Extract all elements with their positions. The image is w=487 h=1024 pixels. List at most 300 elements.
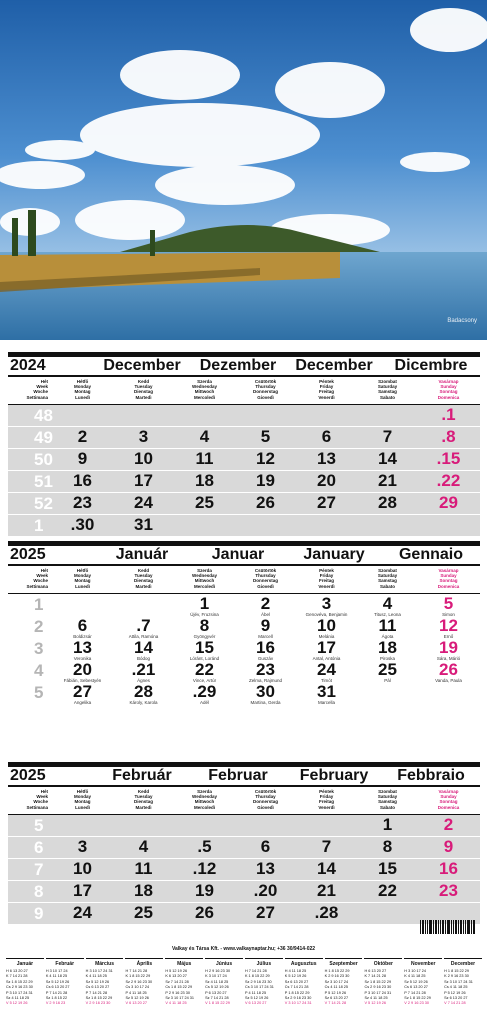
mini-month-line: H 3 10 17 24 (45, 969, 68, 973)
day-cell (174, 594, 235, 616)
day-cell (235, 427, 296, 449)
day-number: 6 (260, 836, 271, 856)
day-number: 18 (195, 470, 214, 490)
mini-month (404, 958, 442, 1007)
day-number: 16 (73, 470, 92, 490)
week-number: 49 (34, 427, 53, 447)
weekday-column-header (113, 377, 174, 404)
day-cell (357, 837, 418, 859)
mini-month-line: Sz 2 9 16 23 30 (125, 979, 153, 984)
name-day: Martina, Gerda (250, 699, 281, 705)
mini-month (325, 958, 363, 1007)
day-cell (418, 405, 479, 427)
mini-month-title: Október (373, 961, 393, 967)
mini-month-line: Sz 1 8 15 22 29 (6, 979, 33, 984)
weekday-column-header (113, 787, 174, 814)
weekday-column-header (52, 377, 113, 404)
week-row (8, 493, 480, 515)
weekday-label: Sabato (379, 394, 395, 400)
day-number: 10 (73, 858, 92, 878)
weekday-label: Vasárnap (438, 379, 459, 384)
week-label: Week (36, 794, 48, 800)
mini-month-title: Június (215, 961, 233, 967)
week-label: Hét (40, 568, 48, 573)
weekday-label: Samstag (378, 799, 397, 805)
weekday-column-header (296, 566, 357, 593)
mini-month-line: Sz 6 13 20 27 (444, 996, 468, 1001)
day-number: 20 (73, 659, 92, 679)
mini-month-line: P 6 13 20 27 (205, 990, 227, 995)
weekday-label: Friday (319, 573, 334, 579)
weekday-label: Szombat (378, 789, 397, 794)
week-label: Settimana (26, 804, 48, 810)
weekday-label: Domenica (437, 804, 460, 810)
weekday-label: Donnerstag (252, 578, 278, 584)
day-number: .7 (136, 615, 151, 635)
day-cell (174, 405, 235, 427)
day-number: 2 (443, 814, 454, 834)
week-number: 5 (34, 815, 44, 835)
weekday-label: Dienstag (133, 389, 153, 395)
week-column-header (8, 377, 52, 404)
day-number: 24 (73, 902, 92, 922)
mini-month-line: H 7 14 21 28 (125, 969, 148, 973)
day-number: 26 (195, 902, 214, 922)
day-number: 17 (134, 470, 153, 490)
mini-month-line: Cs 6 13 20 27 (45, 985, 70, 990)
day-cell (52, 471, 113, 493)
weekday-label: Hétfő (76, 568, 89, 573)
weekday-label: Wednesday (192, 573, 217, 579)
weekday-label: Freitag (318, 799, 334, 805)
mini-month-title: Július (256, 961, 272, 967)
weekday-column-header (296, 787, 357, 814)
weekday-label: Sabato (379, 804, 395, 810)
weekday-column-header (113, 566, 174, 593)
mini-month-line: K 1 8 15 22 29 (244, 974, 270, 979)
day-number: 30 (256, 681, 275, 701)
day-number: 26 (256, 492, 275, 512)
week-number: 3 (34, 638, 44, 658)
week-row (8, 660, 480, 682)
weekday-label: Vasárnap (438, 568, 459, 573)
mini-month-line: V 2 9 16 23 30 (85, 1001, 111, 1006)
week-label: Hét (40, 379, 48, 384)
day-cell (418, 594, 479, 616)
mini-month-line: V 5 12 19 26 (364, 1001, 386, 1006)
weekday-column-header (418, 787, 479, 814)
weekday-label: Domenica (437, 394, 460, 400)
week-number: 48 (34, 405, 53, 425)
weekday-label: Mittwoch (194, 389, 215, 395)
month-name-de: Januar (211, 546, 265, 563)
day-cell (296, 638, 357, 660)
mini-month-line: V 1 8 15 22 29 (205, 1001, 230, 1006)
mini-month-line: P 4 11 18 25 (125, 990, 147, 995)
day-number: 19 (256, 470, 275, 490)
weekday-column-header (357, 566, 418, 593)
day-cell (113, 471, 174, 493)
day-number: 11 (378, 615, 397, 635)
week-number: 4 (34, 660, 44, 680)
weekday-label: Samstag (378, 389, 397, 395)
month-header (8, 767, 480, 787)
mini-month-line: V 6 13 20 27 (244, 1001, 267, 1006)
weekday-label: Kedd (137, 568, 150, 573)
weekday-label: Szombat (378, 568, 397, 573)
day-cell (174, 815, 235, 837)
week-label: Hét (40, 789, 48, 794)
mini-month-line: V 7 14 21 28 (324, 1001, 347, 1006)
week-rows (8, 815, 480, 925)
day-number: 1 (199, 593, 210, 613)
mini-month-line: K 2 9 16 23 30 (444, 974, 469, 979)
weekday-label: Saturday (377, 573, 398, 579)
day-number: 3 (77, 836, 88, 856)
day-cell (52, 427, 113, 449)
weekday-column-header (174, 787, 235, 814)
weekday-label: Sunday (440, 794, 457, 800)
day-number: 19 (439, 637, 458, 657)
mini-month-line: P 5 12 19 26 (444, 990, 466, 995)
mini-month-line: V 6 13 20 27 (125, 1001, 148, 1006)
weekday-label: Tuesday (134, 794, 153, 800)
weekday-label: Montag (74, 799, 91, 805)
weekday-label: Szombat (378, 379, 397, 384)
day-cell (235, 881, 296, 903)
weekday-label: Mittwoch (194, 578, 215, 584)
day-cell (235, 449, 296, 471)
month-name-hu: Január (115, 546, 169, 563)
weekday-label: Sonntag (439, 389, 458, 395)
day-number: 10 (317, 615, 336, 635)
weekday-label: Szerda (197, 379, 212, 384)
day-number: 31 (134, 514, 153, 534)
day-cell (296, 682, 357, 704)
day-number: 8 (382, 836, 393, 856)
mini-year-calendar (6, 958, 482, 1007)
day-cell (357, 471, 418, 493)
mini-month-line: Cs 3 10 17 24 (125, 985, 150, 990)
mini-month-line: H 5 12 19 26 (165, 969, 188, 973)
name-day: Marcella (317, 699, 335, 705)
day-number: 7 (321, 836, 332, 856)
day-number: .28 (314, 902, 339, 922)
day-cell (418, 815, 479, 837)
day-number: 25 (195, 492, 214, 512)
name-day: Angelika (73, 699, 92, 705)
mini-month-line: K 2 9 16 23 30 (324, 974, 350, 979)
day-cell (357, 903, 418, 925)
day-cell (296, 594, 357, 616)
mini-month-title: November (410, 961, 436, 967)
day-cell (235, 493, 296, 515)
mini-month-line: Sz 1 8 15 22 (45, 996, 68, 1001)
weekday-column-header (235, 377, 296, 404)
mini-month (444, 958, 482, 1007)
weekday-label: Sunday (440, 573, 457, 579)
name-day: Gyöngyvér (193, 633, 216, 639)
day-cell (296, 405, 357, 427)
mini-month (46, 958, 84, 1007)
weekday-column-header (357, 787, 418, 814)
name-day: Genovéva, Benjamin (305, 611, 348, 617)
day-number: 24 (134, 492, 153, 512)
day-cell (357, 449, 418, 471)
barcode (420, 920, 476, 938)
week-row (8, 881, 480, 903)
week-number: 7 (34, 859, 44, 879)
week-label: Woche (33, 578, 48, 584)
name-day: Bódog (136, 655, 150, 661)
mini-month-line: K 7 14 21 28 (6, 974, 28, 979)
day-cell (357, 815, 418, 837)
day-cell (357, 515, 418, 537)
week-label: Settimana (26, 394, 48, 400)
week-number: 51 (34, 471, 53, 491)
day-cell (357, 638, 418, 660)
day-number: 27 (317, 492, 336, 512)
weekday-label: Szerda (197, 568, 212, 573)
week-row (8, 859, 480, 881)
weekday-label: Sonntag (439, 799, 458, 805)
week-number: 50 (34, 449, 53, 469)
day-cell (357, 493, 418, 515)
mini-month-line: Cs 5 12 19 26 (205, 985, 229, 990)
day-number: 11 (195, 448, 214, 468)
day-number: 23 (73, 492, 92, 512)
day-cell (174, 881, 235, 903)
day-number: 4 (138, 836, 149, 856)
photo-caption: Badacsony (447, 318, 477, 324)
day-cell (418, 427, 479, 449)
weekday-label: Wednesday (192, 794, 217, 800)
day-cell (113, 859, 174, 881)
weekday-label: Monday (73, 794, 91, 800)
mini-month-title: December (450, 961, 476, 967)
day-cell (174, 427, 235, 449)
day-cell (113, 405, 174, 427)
week-row (8, 616, 480, 638)
day-cell (235, 837, 296, 859)
day-number: 21 (378, 470, 397, 490)
day-cell (296, 515, 357, 537)
day-number: 21 (317, 880, 336, 900)
mini-month-line: H 3 10 17 24 31 (85, 969, 113, 973)
weekday-column-header (418, 566, 479, 593)
name-day: Melánia (318, 633, 335, 639)
day-number: 3 (321, 593, 332, 613)
day-number: 16 (439, 858, 458, 878)
weekday-label: Lunedì (75, 394, 90, 400)
week-number: 1 (34, 515, 44, 535)
day-number: 1 (382, 814, 393, 834)
name-day: Vanda, Paula (435, 677, 462, 683)
day-cell (296, 837, 357, 859)
mini-month-line: Cs 4 11 18 25 (324, 985, 348, 990)
mini-month-line: K 4 11 18 25 (45, 974, 68, 979)
name-day: Pál (384, 677, 391, 683)
month-header (8, 357, 480, 377)
weekday-column-header (52, 566, 113, 593)
weekday-header (8, 377, 480, 405)
day-number: 22 (378, 880, 397, 900)
day-number: 4 (382, 593, 393, 613)
weekday-label: Saturday (377, 794, 398, 800)
day-cell (113, 837, 174, 859)
week-column-header (8, 566, 52, 593)
mini-month-line: K 5 12 19 26 (284, 974, 307, 979)
day-cell (174, 471, 235, 493)
day-cell (235, 616, 296, 638)
week-row (8, 903, 480, 925)
mini-month-line: Sz 1 8 15 22 29 (85, 996, 113, 1001)
day-cell (357, 405, 418, 427)
mini-month (125, 958, 163, 1007)
mini-month-line: H 1 8 15 22 29 (324, 969, 350, 973)
day-number: 25 (134, 902, 153, 922)
weekday-label: Tuesday (134, 384, 153, 390)
day-cell (113, 903, 174, 925)
day-cell (113, 616, 174, 638)
week-row (8, 515, 480, 537)
week-row (8, 427, 480, 449)
week-number: 52 (34, 493, 53, 513)
mini-month-title: Augusztus (290, 961, 317, 967)
day-cell (174, 682, 235, 704)
day-cell (174, 903, 235, 925)
name-day: Attila, Ramóna (128, 633, 159, 639)
day-cell (52, 638, 113, 660)
weekday-label: Mercoledì (193, 394, 215, 400)
day-cell (235, 471, 296, 493)
week-label: Week (36, 573, 48, 579)
day-cell (418, 471, 479, 493)
mini-month-line: Cs 2 9 16 23 30 (6, 985, 33, 990)
day-number: 14 (378, 448, 397, 468)
name-day: Ábel (260, 611, 270, 617)
day-cell (357, 660, 418, 682)
week-label: Woche (33, 799, 48, 805)
day-number: 9 (77, 448, 88, 468)
day-number: 15 (195, 637, 214, 657)
day-cell (174, 837, 235, 859)
day-cell (235, 682, 296, 704)
day-number: .22 (436, 470, 461, 490)
weekday-label: Giovedì (257, 394, 274, 400)
weekday-label: Thursday (255, 794, 276, 800)
day-cell (418, 859, 479, 881)
month-block-december-2024 (8, 352, 480, 537)
day-number: .12 (192, 858, 217, 878)
week-row (8, 449, 480, 471)
weekday-label: Monday (73, 573, 91, 579)
mini-month-line: Sz 5 12 19 26 (125, 996, 149, 1001)
weekday-label: Donnerstag (252, 389, 278, 395)
year-label: 2024 (10, 357, 46, 374)
day-cell (296, 881, 357, 903)
mini-month-line: P 7 14 21 28 (404, 990, 426, 995)
weekday-column-header (174, 377, 235, 404)
name-day: Ernő (443, 633, 454, 639)
mini-month-line: V 2 9 16 23 (45, 1001, 66, 1006)
day-cell (52, 405, 113, 427)
month-name-hu: December (103, 357, 181, 374)
day-number: 28 (378, 492, 397, 512)
week-label: Woche (33, 389, 48, 395)
mini-month-title: Április (136, 961, 153, 967)
day-number: 8 (199, 615, 210, 635)
weekday-label: Montag (74, 389, 91, 395)
mini-month-title: Szeptember (329, 961, 358, 967)
month-header (8, 546, 480, 566)
weekday-label: Martedì (135, 804, 152, 810)
name-day: Veronika (73, 655, 92, 661)
mini-month (245, 958, 283, 1007)
weekday-label: Hétfő (76, 379, 89, 384)
name-day: Antal, Antónia (312, 655, 341, 661)
mini-month-line: Cs 4 11 18 25 (444, 985, 468, 990)
mini-month-line: Sz 5 12 19 26 (244, 996, 269, 1001)
mini-month (86, 958, 124, 1007)
mini-month-line: H 6 13 20 27 (6, 969, 28, 973)
weekday-label: Martedì (135, 583, 152, 589)
day-number: 19 (195, 880, 214, 900)
mini-month-line: P 7 14 21 28 (85, 990, 108, 995)
weekday-label: Mercoledì (193, 804, 215, 810)
day-cell (235, 405, 296, 427)
weekday-column-header (235, 566, 296, 593)
day-cell (113, 881, 174, 903)
day-cell (113, 594, 174, 616)
weekday-label: Kedd (137, 789, 150, 794)
day-cell (52, 837, 113, 859)
day-cell (52, 881, 113, 903)
name-day: Piroska (379, 655, 395, 661)
weekday-label: Sabato (379, 583, 395, 589)
day-cell (52, 449, 113, 471)
mini-month-title: Március (95, 961, 115, 967)
week-number: 6 (34, 837, 44, 857)
day-cell (296, 660, 357, 682)
day-number: 14 (134, 637, 153, 657)
day-cell (296, 427, 357, 449)
weekday-label: Sonntag (439, 578, 458, 584)
day-number: 13 (256, 858, 275, 878)
day-number: 12 (256, 448, 275, 468)
week-row (8, 405, 480, 427)
day-number: 16 (256, 637, 275, 657)
mini-month-line: Cs 6 13 20 27 (404, 985, 428, 990)
name-day: Boldizsár (73, 633, 92, 639)
mini-month-line: Cs 1 8 15 22 29 (165, 985, 193, 990)
week-row (8, 471, 480, 493)
week-rows (8, 405, 480, 537)
mini-month (205, 958, 243, 1007)
day-cell (52, 859, 113, 881)
day-number: 22 (195, 659, 214, 679)
mini-month-line: Sz 3 10 17 24 31 (165, 996, 195, 1001)
name-day: Ágota (381, 633, 394, 639)
mini-month-line: K 7 14 21 28 (364, 974, 386, 979)
mini-month-line: Sz 6 13 20 27 (284, 979, 309, 984)
weekday-label: Csütörtök (254, 789, 277, 794)
day-number: 23 (256, 659, 275, 679)
weekday-column-header (52, 787, 113, 814)
day-cell (418, 493, 479, 515)
week-number: 5 (34, 682, 44, 702)
day-cell (52, 616, 113, 638)
